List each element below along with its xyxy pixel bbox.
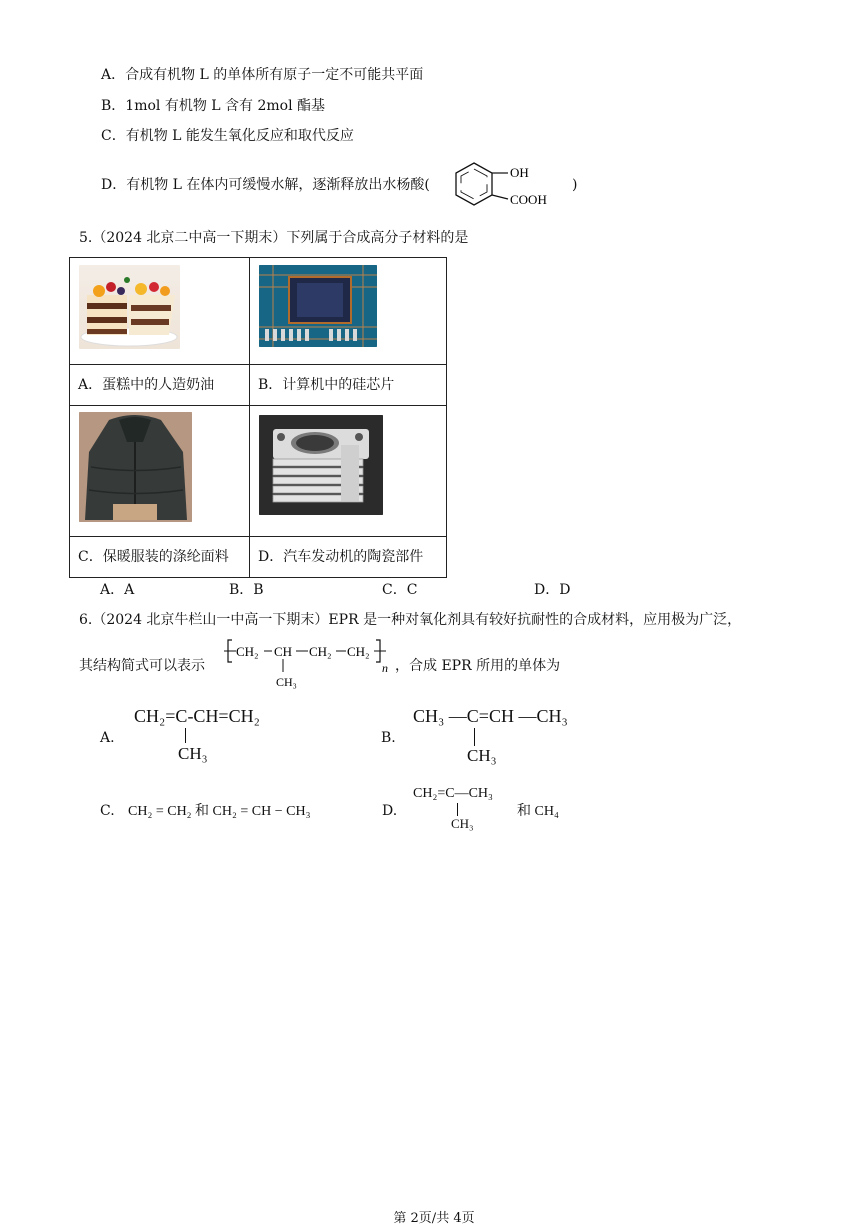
polymer-ch2-b: CH₂ [309,644,332,659]
polymer-ch2-c: CH₂ [347,644,370,659]
cell-a-image [70,258,250,365]
q6-option-b-label: B. [381,730,396,746]
cell-c-image [70,406,250,537]
oh-label: OH [510,165,529,180]
cell-b-image [250,258,447,365]
q6-option-c-text: CH₂ = CH₂ 和 CH₂ = CH − CH₃ [128,804,311,819]
q6-stem-line2-suffix: ，合成 EPR 所用的单体为 [395,658,561,674]
q6-option-a-label: A. [100,730,115,746]
cell-a-caption: A．蛋糕中的人造奶油 [70,365,250,406]
polymer-n: n [382,661,388,675]
q5-answer-b: B．B [229,582,264,598]
q5-stem: 5.（2024 北京二中高一下期末）下列属于合成高分子材料的是 [79,230,469,246]
q6-option-a-bond [185,728,186,743]
epr-polymer-structure [224,636,394,692]
q6-option-d-bond [457,803,458,816]
q4-option-d [101,176,430,194]
q5-answer-d: D．D [534,582,571,598]
q4-option-d-suffix: ) [572,177,578,193]
cell-c-caption: C．保暖服装的涤纶面料 [70,537,250,578]
q4-option-d-text: D．有机物 L 在体内可缓慢水解，逐渐释放出水杨酸( [101,177,430,193]
polymer-ch2-a: CH₂ [236,644,259,659]
cell-d-image [250,406,447,537]
cooh-label: COOH [510,192,547,207]
q6-option-d-extra: 和 CH₄ [517,804,559,819]
q6-option-c-label: C. [100,803,115,819]
chip-photo-icon [259,265,377,347]
q5-answer-a: A．A [100,582,135,598]
q6-option-d-branch: CH₃ [451,816,474,831]
q6-stem-line2-prefix: 其结构简式可以表示 [79,658,205,674]
q6-stem-line1: 6.（2024 北京牛栏山一中高一下期末）EPR 是一种对氧化剂具有较好抗耐性的合成材料，应用极为广泛， [79,612,742,628]
q6-option-b-bond [474,728,475,746]
page-footer: 第 2页/共 4页 [393,1211,475,1226]
polymer-branch-ch3: CH₃ [276,675,297,689]
q6-option-b-branch: CH₃ [467,746,497,765]
polymer-ch: CH [274,644,293,659]
jacket-photo-icon [79,412,192,522]
q4-option-c: C．有机物 L 能发生氧化反应和取代反应 [101,128,354,144]
q6-option-d-main: CH₂=C—CH₃ [413,786,493,801]
q4-option-b: B．1mol 有机物 L 含有 2mol 酯基 [101,98,326,114]
q6-option-a-branch: CH₃ [178,744,208,763]
q6-option-d-label: D. [382,803,398,819]
q6-option-b-main: CH₃ —C=CH —CH₃ [413,706,568,726]
cake-photo-icon [79,265,180,349]
salicylic-acid-structure [452,157,582,217]
cell-b-caption: B．计算机中的硅芯片 [250,365,447,406]
q4-option-a: A．合成有机物 L 的单体所有原子一定不可能共平面 [101,67,424,83]
q5-options-table [69,257,447,578]
engine-part-photo-icon [259,415,383,515]
q6-option-a-main: CH₂=C-CH=CH₂ [134,706,260,726]
cell-d-caption: D．汽车发动机的陶瓷部件 [250,537,447,578]
q5-answer-c: C．C [382,582,418,598]
